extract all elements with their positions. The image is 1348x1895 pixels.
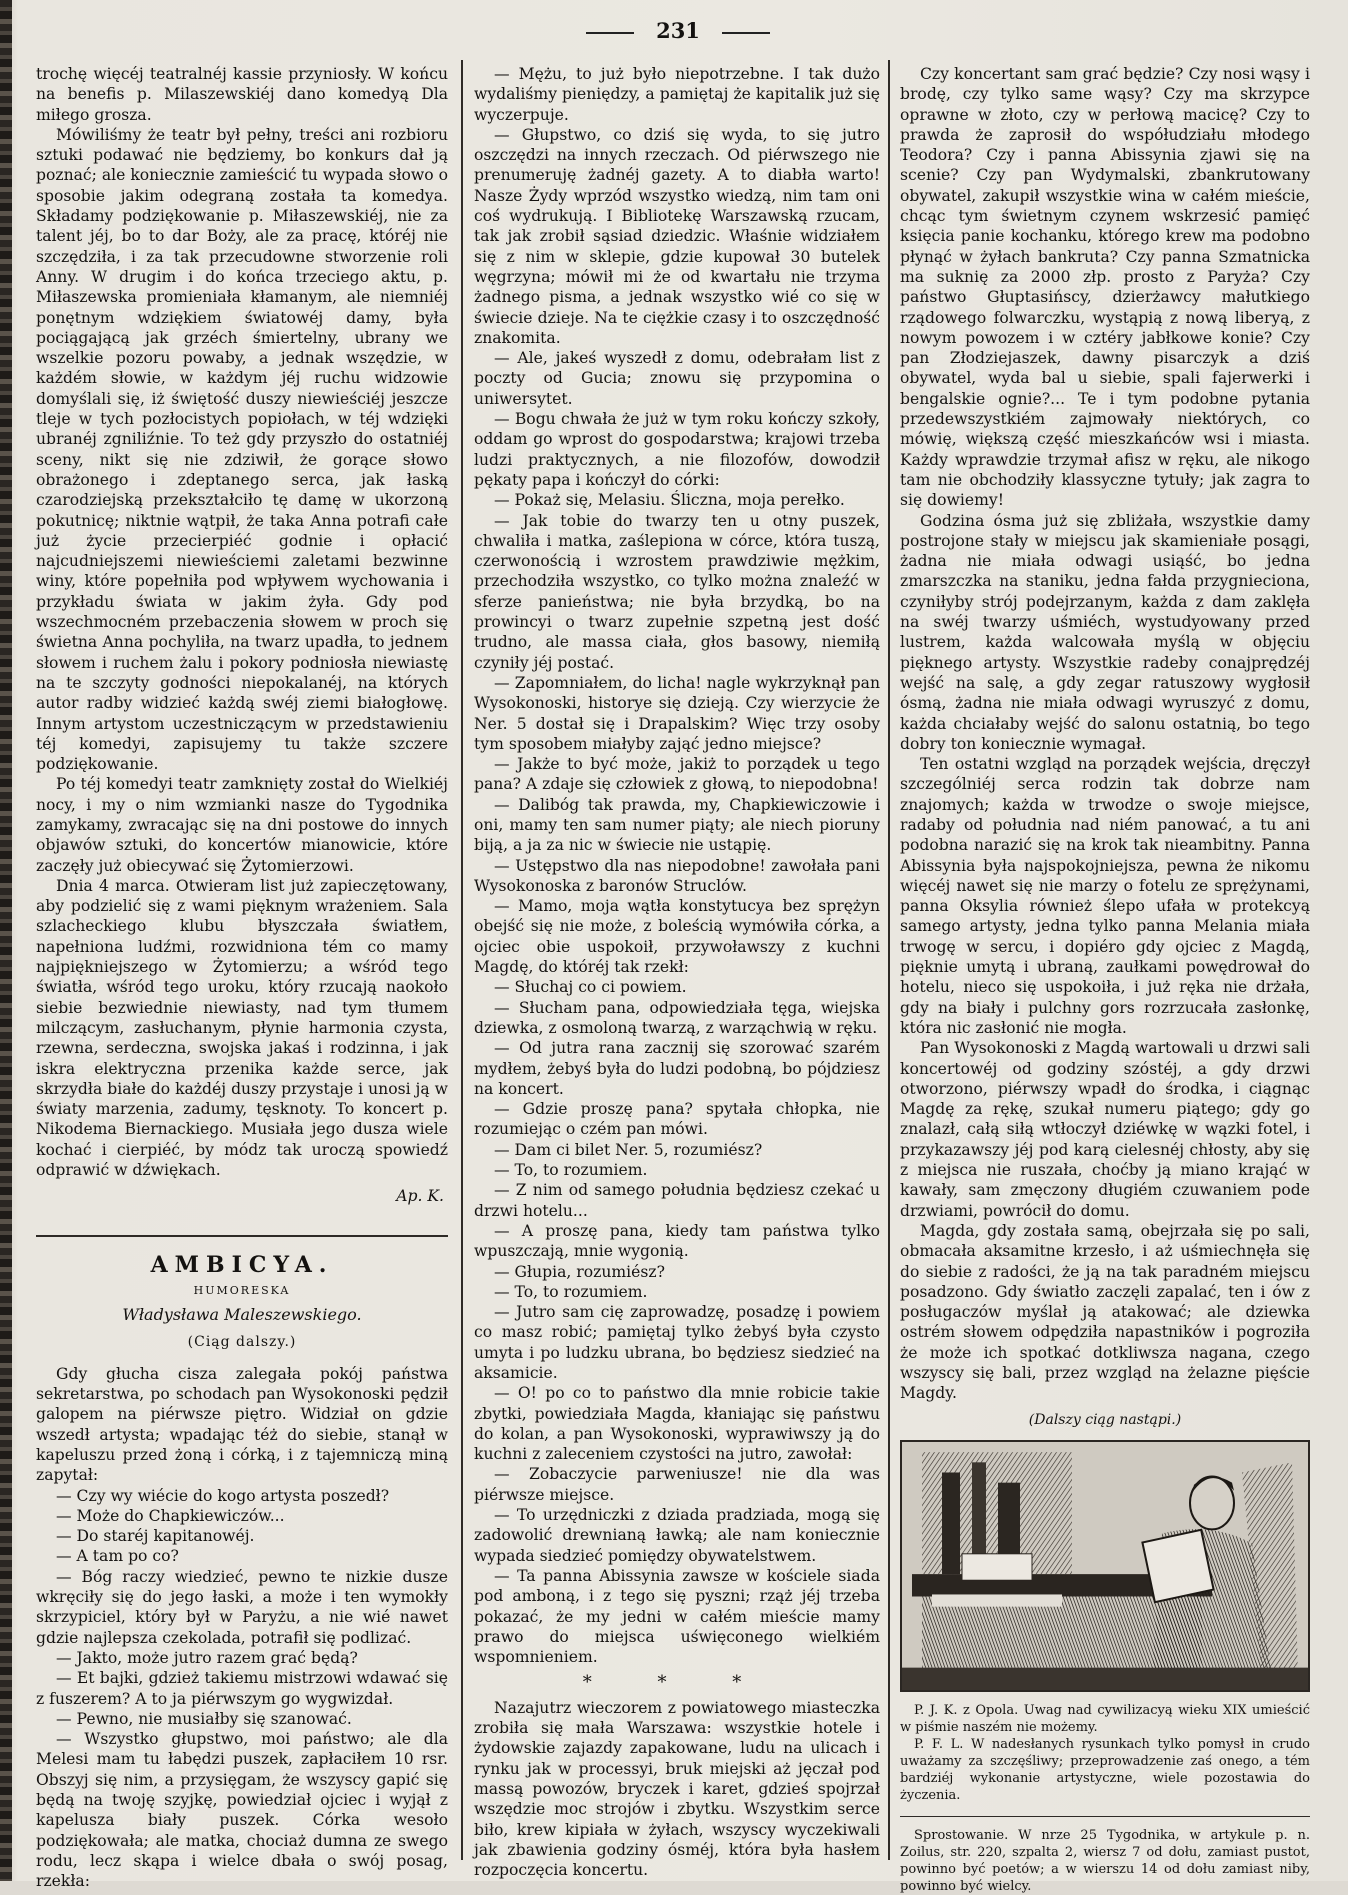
dialogue-line: — Ta panna Abissynia zawsze w kościele siada pod amboną, i z tego się pyszni; rząż jéj trzeba pokazać, że my jedni w całém mieście mamy prawo do miejsca uświęconego wielkiém wspomnieniem.: [474, 1566, 880, 1667]
dialogue-line: — Wszystko głupstwo, moi państwo; ale dla Melesi mam tu łabędzi puszek, zapłaciłem 10 rsr. Obszyj się nim, a przysięgam, że wszyscy gapić się będą na twoję szyjkę, powiedział ojciec i wyjął z kapelusza biały puszek. Córka wesoło podziękowała; ale matka, chociaż dumna ze swego rodu, lecz skąpa i wielce dbała o swój posag, rzekła:: [36, 1730, 448, 1891]
signature: Ap. K.: [396, 1187, 444, 1206]
dialogue-line: — A tam po co?: [56, 1547, 179, 1566]
correction: Sprostowanie. W nrze 25 Tygodnika, w artykule p. n. Zoilus, str. 220, szpalta 2, wiersz 7 od dołu, zamiast pustot, powinno być poetów; a w wierszu 14 od dołu zamiast niby, powinno być wielcy.: [900, 1827, 1310, 1894]
page-number: 231: [656, 18, 700, 43]
note: P. J. K. z Opola. Uwag nad cywilizacyą wieku XIX umieścić w piśmie naszém nie możemy.: [900, 1702, 1310, 1735]
dialogue-line: — Pewno, nie musiałby się szanować.: [56, 1709, 352, 1728]
dialogue-line: — Ustępstwo dla nas niepodobne! zawołała pani Wysokonoska z baronów Struclów.: [474, 856, 880, 895]
section-divider: [36, 1235, 448, 1237]
reading-man-engraving: [902, 1442, 1308, 1690]
dialogue-line: — Jakże to być może, jakiż to porządek u tego pana? A zdaje się człowiek z głową, to niepodobna!: [474, 755, 880, 794]
dialogue-line: — Może do Chapkiewiczów...: [56, 1506, 285, 1525]
engraving-illustration: [900, 1440, 1310, 1692]
dialogue-line: — Jutro sam cię zaprowadzę, posadzę i powiem co masz robić; pamiętaj tylko żebyś była czysto umyta i po ludzku ubrana, bo będziesz siedzieć na aksamicie.: [474, 1303, 880, 1382]
dialogue-line: — A proszę pana, kiedy tam państwa tylko wpuszczają, mnie wygonią.: [474, 1221, 880, 1261]
dialogue-line: — O! po co to państwo dla mnie robicie takie zbytki, powiedziała Magda, kłaniając się państwu do kolan, a pan Wysokonoski, wyprawiwszy ją do kuchni z zaleceniem czystości na jutro, zawołał:: [474, 1384, 880, 1464]
story-title: AMBICYA.: [150, 1251, 334, 1278]
dialogue-line: — Głupstwo, co dziś się wyda, to się jutro oszczędzi na innych rzeczach. Od piérwszego nie prenumeruję żadnéj gazety. A to diabła warto! Nasze Żydy wprzód wszystko wiedzą, nim tam oni coś wydrukują. I Bibliotekę Warszawską rzucam, tak jak zrobił sąsiad dziedzic. Właśnie widziałem się z nim w sklepie, gdzie kupował 30 butelek węgrzyna; mówił mi że od kwartału nie trzyma żadnego pisma, a jednak wszystko wié co się w świecie dzieje. Na te ciężkie czasy i to oszczędność znakomita.: [474, 125, 880, 347]
dialogue-line: — Bóg raczy wiedzieć, pewno te nizkie dusze wkręciły się do jego łaski, a może i ten wymokły skrzypiciel, który był w Paryżu, a nie wié nawet gdzie najlepsza czekolada, potrafił się podlizać.: [36, 1567, 448, 1647]
story-subtitle: HUMORESKA: [193, 1283, 291, 1297]
header-rule-left: [586, 32, 634, 34]
dialogue-line: — Czy wy wiécie do kogo artysta poszedł?: [56, 1486, 390, 1505]
column-rule: [461, 60, 463, 1860]
paragraph: Nazajutrz wieczorem z powiatowego miasteczka zrobiła się mała Warszawa: wszystkie hotele i żydowskie zajazdy zapakowane, ludu na ulicach i rynku jak w processyi, bruk miejski aż jęczał pod massą powozów, bryczek i karet, gdzieś spojrzał wszędzie moc strojów i zbytku. Wszystkim serce biło, krew kipiała w żyłach, wszyscy wyczekiwali jak zbawienia godziny ósméj, która była hasłem rozpoczęcia koncertu.: [474, 1698, 880, 1880]
page-header: [0, 14, 1348, 50]
dialogue-line: — Dam ci bilet Ner. 5, rozumiész?: [494, 1140, 763, 1159]
dialogue-line: — To urzędniczki z dziada pradziada, mogą się zadowolić drewnianą ławką; ale nam koniecznie wypada siedzieć pomiędzy obywatelstwem.: [474, 1506, 880, 1565]
paragraph: Ten ostatni wzgląd na porządek wejścia, dręczył szczególniéj serca rodzin tak dobrze nam znajomych; każda w trwodze o swoje miejsce, radaby od południa nad niém panować, a tu ani podobna narazić się na krok tak nieambitny. Panna Abissynia była najspokojniejsza, pewna że nikomu więcéj nawet się nie marzy o fotelu ze sprężynami, panna Oksylia również ślepo ufała w protekcyą samego artysty, jedna tylko panna Melania miała trwogę w sercu, i dopiéro gdy ojciec z Magdą, pięknie umytą i ubraną, zaułkami powędrował do hotelu, nieco się uspokoiła, i już ręka nie drżała, gdy na biały i pulchny gors rozrzucała zasłonkę, która nic zasłonić nie mogła.: [900, 755, 1310, 1037]
dialogue-line: — Słucham pana, odpowiedziała tęga, wiejska dziewka, z osmoloną twarzą, z warząchwią w ręku.: [474, 998, 880, 1037]
dialogue-line: — Z nim od samego południa będziesz czekać u drzwi hotelu...: [474, 1181, 880, 1220]
binding-edge: [0, 0, 12, 1881]
dialogue-line: — Do staréj kapitanowéj.: [56, 1527, 255, 1546]
dialogue-line: — Zobaczycie parweniusze! nie dla was piérwsze miejsce.: [474, 1465, 880, 1504]
column-rule: [888, 60, 890, 1860]
dialogue-line: — To, to rozumiem.: [494, 1282, 648, 1301]
editorial-notes: [900, 1702, 1310, 1895]
dialogue-line: — Mamo, moja wątła konstytucya bez sprężyn obejść się nie może, z boleścią wymówiła córka, a ojciec obie uspokoił, przywoławszy z kuchni Magdę, do któréj tak rzekł:: [474, 897, 880, 977]
dialogue-line: — Ale, jakeś wyszedł z domu, odebrałam list z poczty od Gucia; znowu się przypomina o uniwersytet.: [474, 349, 880, 408]
dialogue-line: — Et bajki, gdzież takiemu mistrzowi wdawać się z fuszerem? A to ja piérwszym go wygwizdał.: [36, 1669, 448, 1708]
continued-note: (Dalszy ciąg nastąpi.): [1028, 1411, 1182, 1428]
dialogue-line: — Pokaż się, Melasiu. Śliczna, moja perełko.: [494, 491, 845, 510]
column-3: [900, 64, 1310, 1895]
column-2: [474, 64, 880, 1880]
dialogue-line: — Głupia, rozumiész?: [494, 1262, 665, 1281]
dialogue-line: — Mężu, to już było niepotrzebne. I tak dużo wydaliśmy pieniędzy, a pamiętaj że kapitalik już się wyczerpuje.: [474, 65, 880, 124]
dialogue-line: — Od jutra rana zacznij się szorować szarém mydłem, żebyś była do ludzi podobną, bo pójdziesz na koncert.: [474, 1039, 880, 1098]
header-rule-right: [722, 32, 770, 34]
dialogue-line: — Jak tobie do twarzy ten u otny puszek, chwaliła i matka, zaślepiona w córce, która tuszą, czerwonością i wzrostem prawdziwie mężkim, przechodziła wszystko, co tylko można znaleźć w sferze panieństwa; nie była brzydką, bo na prowincyi o twarz zupełnie szpetną jest dość trudno, ale massa ciała, głos basowy, niemiłą czyniły jéj postać.: [474, 511, 880, 672]
paragraph: Godzina ósma już się zbliżała, wszystkie damy postrojone stały w miejscu jak skamieniałe posągi, żadna nie miała odwagi usiąść, bo jedna zmarszczka na staniku, jedna fałda przygnieciona, czyniłyby strój podejrzanym, każda z dam zaklęła na swéj twarzy uśmiéch, wystudyowany przed lustrem, każda walcowała myślą w objęciu pięknego artysty. Wszystkie radeby conajprędzéj wejść na salę, a gdy zegar ratuszowy wygłosił ósmą, żadna nie miała odwagi wyruszyć z domu, każda chciałaby wejść do salonu ostatnią, bo tego dobry ton koniecznie wymagał.: [900, 511, 1310, 753]
paragraph: Pan Wysokonoski z Magdą wartowali u drzwi sali koncertowéj od godziny szóstéj, a gdy drzwi otworzono, piérwszy wpadł do środka, i ciągnąc Magdę za rękę, szukał numeru piątego; gdy go znalazł, całą siłą wtłoczył dziéwkę w wązki fotel, i przykazawszy jéj pod karą cielesnéj chłosty, aby się z miejsca nie ruszała, choćby ją miano krająć w kawały, sam zmęczony długiém czuwaniem pode drzwiami, powrócił do domu.: [900, 1039, 1310, 1220]
dialogue-line: — Dalibóg tak prawda, my, Chapkiewiczowie i oni, mamy ten sam numer piąty; ale niech pioruny biją, a ja za nic w świecie nie ustąpię.: [474, 795, 880, 855]
paragraph: Po téj komedyi teatr zamknięty został do Wielkiéj nocy, i my o nim wzmianki nasze do Tygodnika zamykamy, zwracając się na dni postowe do innych objawów sztuki, do koncertów mianowicie, które zaczęły już obiecywać się Żytomierzowi.: [36, 775, 448, 875]
note: P. F. L. W nadesłanych rysunkach tylko pomysł in crudo uważamy za szczęśliwy; przeprowadzenie zaś onego, a tém bardziéj wykonanie artystyczne, wiele pozostawia do życzenia.: [900, 1736, 1310, 1803]
dialogue-line: — Zapomniałem, do licha! nagle wykrzyknął pan Wysokonoski, historye się dzieją. Czy wierzycie że Ner. 5 dostał się i Drapalskim? Więc trzy osoby tym sposobem miałyby zająć jedno miejsce?: [474, 673, 880, 753]
dialogue-line: — Bogu chwała że już w tym roku kończy szkoły, oddam go wprost do gospodarstwa; krajowi trzeba ludzi praktycznych, a nie filozofów, dowodził pękaty papa i kończył do córki:: [474, 410, 880, 489]
dialogue-line: — Gdzie proszę pana? spytała chłopka, nie rozumiejąc o czém pan mówi.: [474, 1100, 880, 1139]
paragraph: Czy koncertant sam grać będzie? Czy nosi wąsy i brodę, czy tylko same wąsy? Czy ma skrzypce oprawne w złoto, czy w perłową macicę? Czy to prawda że zaprosił do współudziału młodego Teodora? Czy i panna Abissynia zjawi się na scenie? Czy pan Wydymalski, zbankrutowany obywatel, zakupił wszystkie wina w całém mieście, chcąc tym świetnym czynem wskrzesić pamięć księcia panie kochanku, którego krew ma podobno płynąć w żyłach bankruta? Czy panna Szmatnicka ma suknię za 2000 złp. prosto z Paryża? Czy państwo Głuptasińscy, dzierżawcy małutkiego rządowego folwarczku, wystąpią z nową liberyą, z nowym powozem i w cztéry jabłkowe konie? Czy pan Złodziejaszek, dawny pisarczyk a dziś obywatel, wyda bal u siebie, spali fajerwerki i bengalskie ognie?... Te i tym podobne pytania przedewszystkiém zajmowały niektórych, co mówię, większą część mieszkańców wsi i miasta. Każdy wprawdzie trzymał afisz w ręku, ale nikogo tam nie obchodziły klassyczne tytuły; jak zagra to się dowiemy!: [900, 65, 1310, 510]
dialogue-line: — Słuchaj co ci powiem.: [494, 978, 687, 997]
section-stars: * * *: [582, 1672, 772, 1694]
paragraph: trochę więcéj teatralnéj kassie przyniosły. W końcu na benefis p. Milaszewskiéj dano komedyą Dla miłego grosza.: [36, 65, 448, 124]
dialogue-line: — To, to rozumiem.: [494, 1161, 648, 1180]
column-1: [36, 64, 448, 1892]
dialogue-line: — Jakto, może jutro razem grać będą?: [56, 1648, 358, 1667]
notes-divider: [900, 1816, 1310, 1817]
paragraph: Dnia 4 marca. Otwieram list już zapieczętowany, aby podzielić się z wami pięknym wrażeniem. Sala szlacheckiego klubu błyszczała światłem, napełniona ludźmi, rozwidniona tém co mamy najpiękniejszego w Żytomierzu; a wśród tego światła, wśród tego uroku, który rzucają naokoło siebie bezwiednie niewiasty, nad tym tłumem milczącym, zasłuchanym, płynie harmonia czysta, rzewna, serdeczna, swojska jakaś i rodzinna, i jak iskra elektryczna przenika każde serce, jak skrzydła białe do każdéj duszy przystaje i unosi ją w światy marzenia, zadumy, tęsknoty. To koncert p. Nikodema Biernackiego. Musiała jego dusza wiele kochać i cierpiéć, by módz tak uroczą spowiedź odprawić w dźwiękach.: [36, 876, 448, 1180]
paragraph: Magda, gdy została samą, obejrzała się po sali, obmacała aksamitne krzesło, i aż uśmiechnęła się do siebie z radości, że ją na tak paradném miejscu posadzono. Gdy światło zaczęli zapalać, ten i ów z posługaczów myślał ją atakować; ale dziewka ostrém słowem odpędziła napastników i pogroziła że może ich spotkać dotkliwsza nagana, czego wszyscy się bali, przez wzgląd na żelazne pięście Magdy.: [900, 1221, 1310, 1403]
paragraph: Gdy głucha cisza zalegała pokój państwa sekretarstwa, po schodach pan Wysokonoski pędził galopem na piérwsze piętro. Widział on gdzie wszedł artysta; wpadając téż do siebie, stanął w kapeluszu przed żoną i córką, i z tajemniczą miną zapytał:: [36, 1364, 448, 1485]
story-continued: (Ciąg dalszy.): [187, 1333, 297, 1350]
paragraph: Mówiliśmy że teatr był pełny, treści ani rozbioru sztuki podawać nie będziemy, bo konkurs dał ją poznać; ale koniecznie zamieścić tu wypada słowo o sposobie jakim odegraną została ta komedya. Składamy podziękowanie p. Miłaszewskiéj, nie za talent jéj, bo to dar Boży, ale za pracę, któréj nie szczędziła, i za tak przecudowne stworzenie roli Anny. W drugim i do końca trzeciego aktu, p. Miłaszewska promieniała kłamanym, ale niemniéj ponętnym wdziękiem światowéj damy, była pociągającą jak grzéch śmiertelny, ubrany we wszelkie pozoru powaby, a jednak wszędzie, w każdém słowie, w każdym jéj ruchu widzowie domyślali się, iż świętość duszy niewieściéj jeszcze tleje w tych pozłocistych popiołach, w téj wdzięki ubranéj zgniliźnie. To też gdy przyszło do ostatniéj sceny, nikt się nie zdziwił, że gorące słowo obrażonego i zdeptanego serca, jak łaską czarodziejską przekształciło tę damę w ukorzoną pokutnicę; niktnie wątpił, że taka Anna potrafi całe już życie przecierpiéć godnie i opłacić najcudniejszemi niewieściemi zaletami bezwinne winy, które popełniła pod wpływem wychowania i przykładu świata w jakim żyła. Gdy pod wszechmocném przebaczenia słowem w proch się świetna Anna pochyliła, na twarz upadła, to jednem słowem i ruchem żalu i pokory podniosła niewiastę na te szczyty godności niepokalanéj, na których autor radby widzieć każdą swéj ziemi białogłowę. Innym artystom uczestniczącym w przedstawieniu téj komedyi, zapisujemy tu także szczere podziękowanie.: [36, 125, 448, 774]
story-author: Władysława Maleszewskiego.: [122, 1305, 362, 1325]
